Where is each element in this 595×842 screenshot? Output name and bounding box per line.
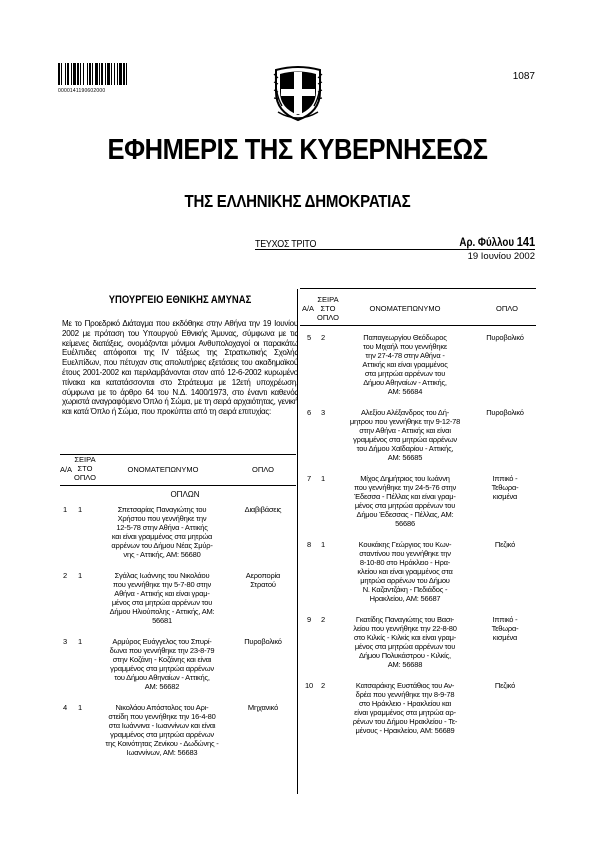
officer-branch: Ιππικό - Τεθωρα- κισμένα (491, 474, 519, 501)
issue-date: 19 Ιουνίου 2002 (467, 251, 535, 262)
section-label: ΟΠΛΩΝ (170, 490, 200, 499)
officer-branch: Διαβιβάσεις (244, 505, 282, 514)
right-header-branch: ΟΠΛΟ (496, 304, 518, 313)
officer-branch: Πεζικό (494, 681, 516, 690)
column-divider (297, 289, 298, 794)
row-branch-order: 3 (321, 408, 325, 417)
barcode (58, 63, 168, 85)
row-number: 3 (63, 637, 67, 646)
row-number: 1 (63, 505, 67, 514)
row-number: 8 (307, 540, 311, 549)
greek-coat-of-arms-emblem (272, 62, 324, 122)
sheet-number-block (459, 234, 535, 249)
officer-entry: Μίχος Δημήτριος του Ιωάννη που γεννήθηκε την 24-5-76 στην Έδεσσα - Πέλλας και είναι γραμ- μένος στα μητρώα αρρένων του Δήμου Έδεσσας - Πέλλας, ΑΜ: 56686 (353, 474, 457, 528)
issue-label: ΤΕΥΧΟΣ ΤΡΙΤΟ (255, 238, 317, 250)
officer-entry: Γκατίδης Παναγιώτης του Βασι- λείου που γεννήθηκε την 22-8-80 στο Κιλκίς - Κιλκίς και είναι γραμ- μένος στα μητρώα αρρένων του Δήμου Πολυκάστρου - Κιλκίς, ΑΜ: 56688 (353, 615, 457, 669)
left-header-aa: Α/Α (59, 465, 73, 474)
officer-entry: Αρμύρος Ευάγγελος του Σπυρί- δωνα που γεννήθηκε την 23-8-79 στην Κοζάνη - Κοζάνης και είναι γραμμένος στα μητρώα αρρένων του Δήμου Αθηναίων - Αττικής, ΑΜ: 56682 (109, 637, 215, 691)
officer-branch: Μηχανικό (247, 703, 279, 712)
officer-entry: Παπαγεωργίου Θεόδωρος του Μιχαήλ που γεννήθηκε την 27-4-78 στην Αθήνα - Αττικής και είναι γραμμένος στα μητρώα αρρένων του Δήμου Αθηναίων - Αττικής, ΑΜ: 56684 (362, 333, 448, 396)
row-number: 2 (63, 571, 67, 580)
left-header-seira: ΣΕΙΡΑ ΣΤΟ ΟΠΛΟ (74, 455, 96, 482)
right-header-name: ΟΝΟΜΑΤΕΠΩΝΥΜΟ (369, 304, 441, 313)
ministry-heading: ΥΠΟΥΡΓΕΙΟ ΕΘΝΙΚΗΣ ΑΜΥΝΑΣ (108, 294, 252, 306)
officer-entry: Αλεξίου Αλέξανδρος του Δή- μητρου που γεννήθηκε την 9-12-78 στην Αθήνα - Αττικής και είναι γραμμένος στα μητρώα αρρένων του Δήμου Χαϊδαρίου - Αττικής, ΑΜ: 56685 (349, 408, 461, 462)
officer-branch: Αεροπορία Στρατού (245, 571, 281, 589)
sheet-number: 141 (516, 234, 535, 249)
row-branch-order: 1 (321, 474, 325, 483)
officer-entry: Σπετσαρίας Παναγιώτης του Χρήστου που γεννήθηκε την 12-5-78 στην Αθήνα - Αττικής και είναι γραμμένος στα μητρώα αρρένων του Δήμου Νέας Σμύρ- νης - Αττικής, ΑΜ: 56680 (111, 505, 213, 559)
row-number: 7 (307, 474, 311, 483)
row-branch-order: 2 (321, 681, 325, 690)
header-rule (255, 249, 535, 250)
officer-entry: Κατσαράκης Ευστάθιος του Αν- δρέα που γεννήθηκε την 8-9-78 στο Ηράκλειο - Ηρακλείου και είναι γραμμένος στα μητρώα αρ- ρένων του Δήμου Ηρακλείου - Τε- μένους - Ηρακλείου, ΑΜ: 56689 (352, 681, 458, 735)
page-number: 1087 (512, 71, 535, 82)
right-table-top-rule (300, 288, 536, 289)
row-branch-order: 1 (78, 505, 82, 514)
officer-branch: Ιππικό - Τεθωρα- κισμένα (491, 615, 519, 642)
officer-entry: Σγάλας Ιωάννης του Νικολάου που γεννήθηκε την 5-7-80 στην Αθήνα - Αττικής και είναι γραμ- μένος στα μητρώα αρρένων του Δήμου Ηλιούπολης - Αττικής, ΑΜ: 56681 (109, 571, 215, 625)
gazette-title: ΕΦΗΜΕΡΙΣ ΤΗΣ ΚΥΒΕΡΝΗΣΕΩΣ (107, 134, 488, 166)
right-header-aa: Α/Α (301, 304, 315, 313)
decree-paragraph: Με το Προεδρικό Διάταγμα που εκδόθηκε στην Αθήνα την 19 Ιουνίου 2002 με πρόταση του Υπουργού Εθνικής Άμυνας, σύμφωνα με τις κείμενες διατάξεις, ονομάζονται μόνιμοι Ανθυπολοχαγοί οι παρακάτω Ευέλπιδες απόφοιτοι της IV τάξεως της Στρατιωτικής Σχολής Ευελπίδων, που πέτυχαν στις απολυτήριες εξετάσεις του ακαδημαϊκού έτους 2001-2002 και περιλαμβάνονται στον από 12-6-2002 κυρωμένο πίνακα και κατατάσσονται στο Στράτευμα με 12ετή υποχρέωση, σύμφωνα με το άρθρο 64 του Ν.Δ. 1400/1973, στο έναντι καθενός χωριστά αναγραφόμενο Όπλο ή Σώμα, με τη σειρά αρχαιότητας, γενική και κατά Όπλο ή Σώμα, που προκύπτει από τη σειρά επιτυχίας: (62, 319, 298, 417)
row-number: 10 (305, 681, 313, 690)
row-number: 5 (307, 333, 311, 342)
officer-branch: Πυροβολικό (486, 333, 524, 342)
left-header-name: ΟΝΟΜΑΤΕΠΩΝΥΜΟ (127, 465, 199, 474)
gazette-subtitle: ΤΗΣ ΕΛΛΗΝΙΚΗΣ ΔΗΜΟΚΡΑΤΙΑΣ (184, 191, 411, 211)
row-number: 4 (63, 703, 67, 712)
row-branch-order: 2 (321, 615, 325, 624)
officer-branch: Πυροβολικό (486, 408, 524, 417)
row-branch-order: 1 (321, 540, 325, 549)
row-number: 6 (307, 408, 311, 417)
officer-entry: Κουκάκης Γεώργιος του Κων- σταντίνου που γεννήθηκε την 8-10-80 στο Ηράκλειο - Ηρα- κλείου και είναι γραμμένος στα μητρώα αρρένων του Δήμου Ν. Καζαντζάκη - Πεδιάδος - Ηρακλείου, ΑΜ: 56687 (357, 540, 453, 603)
left-header-branch: ΟΠΛΟ (252, 465, 274, 474)
row-branch-order: 1 (78, 571, 82, 580)
barcode-number: 0000141190602000 (58, 88, 106, 94)
officer-branch: Πεζικό (494, 540, 516, 549)
right-table-header-rule (300, 325, 536, 326)
right-header-seira: ΣΕΙΡΑ ΣΤΟ ΟΠΛΟ (317, 295, 339, 322)
left-table-header-rule (60, 485, 296, 486)
officer-entry: Νικολάου Απόστολος του Αρι- στείδη που γεννήθηκε την 16-4-80 στα Ιωάννινα - Ιωαννίνων και είναι γραμμένος στα μητρώα αρρένων της Κοινότητας Ζενίκου - Δωδώνης - Ιωαννίνων, ΑΜ: 56683 (105, 703, 219, 757)
row-number: 9 (307, 615, 311, 624)
row-branch-order: 1 (78, 637, 82, 646)
row-branch-order: 1 (78, 703, 82, 712)
sheet-label: Αρ. Φύλλου (459, 237, 514, 249)
row-branch-order: 2 (321, 333, 325, 342)
officer-branch: Πυροβολικό (244, 637, 282, 646)
